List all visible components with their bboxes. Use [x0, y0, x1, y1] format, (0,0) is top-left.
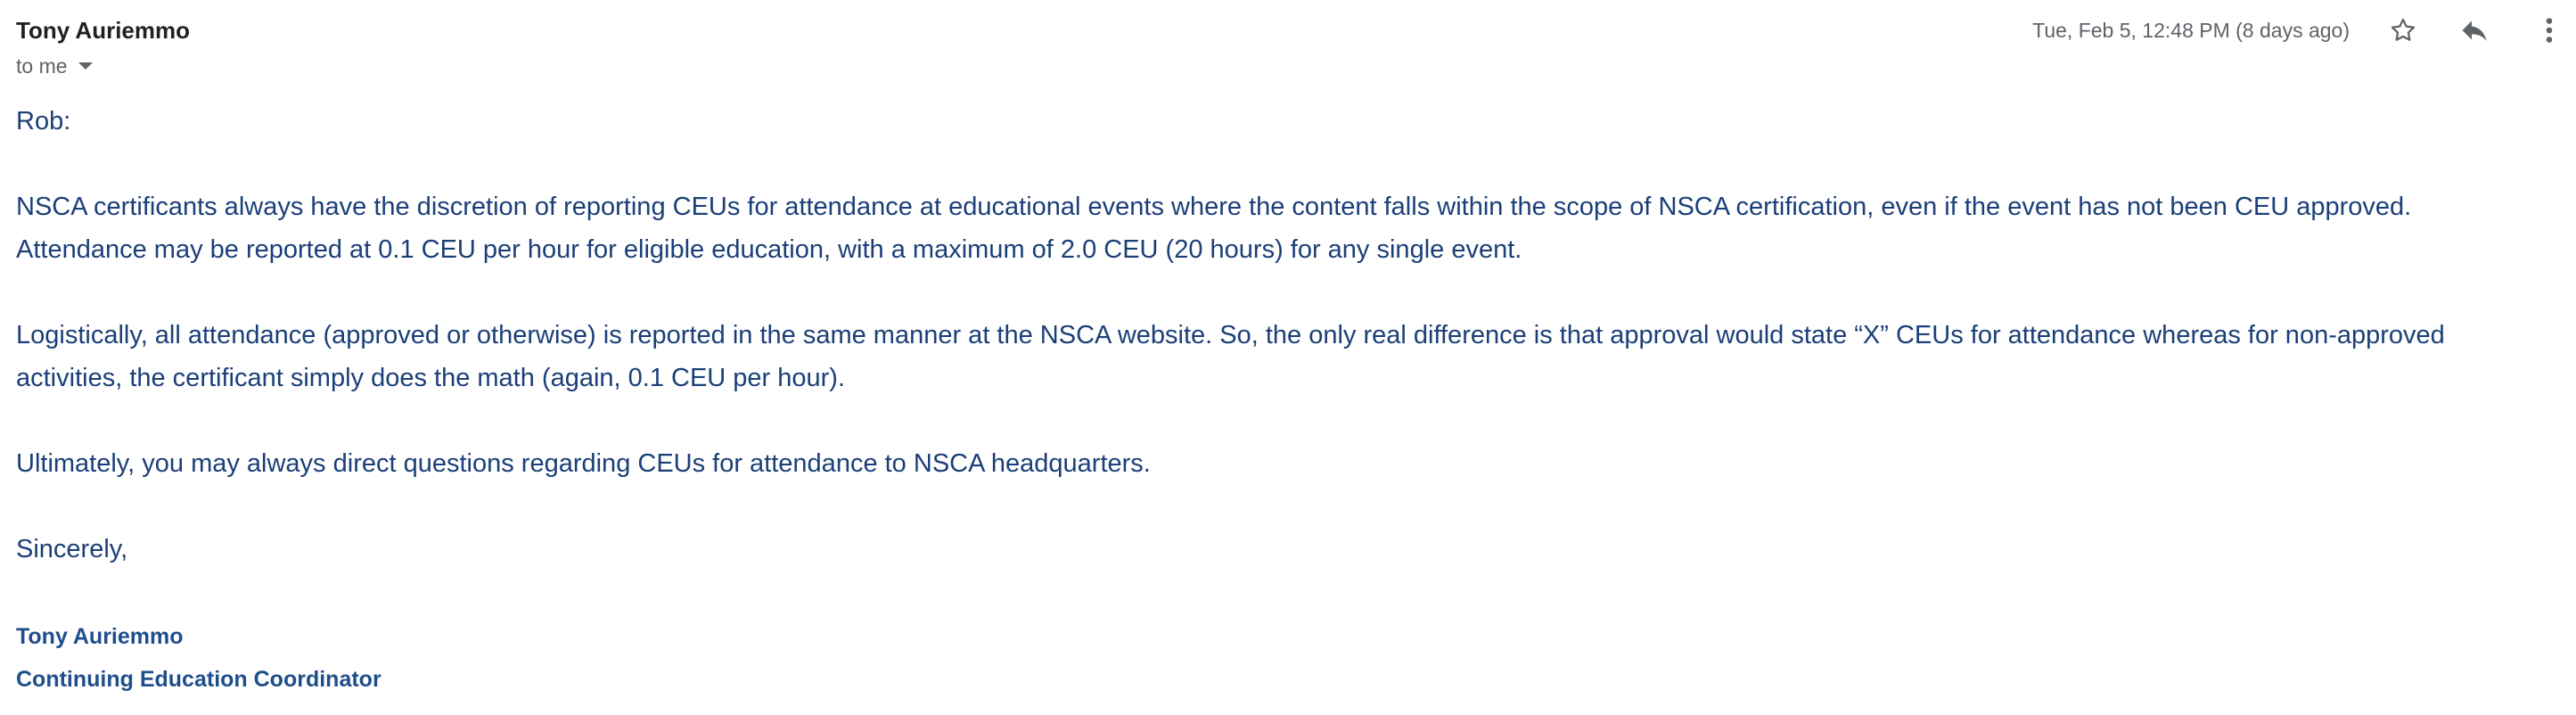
signature-block — [16, 615, 381, 701]
paragraph-2 — [16, 314, 2565, 399]
sender-name[interactable]: Tony Auriemmo — [16, 17, 191, 44]
paragraph-line: Attendance may be reported at 0.1 CEU per hour for eligible education, with a maximum of 2.0 CEU (20 hours) for any single event. — [16, 235, 1522, 264]
star-button[interactable] — [2382, 9, 2424, 52]
email-header — [0, 0, 2576, 98]
more-options-button[interactable] — [2528, 9, 2571, 52]
paragraph-line: NSCA certificants always have the discretion of reporting CEUs for attendance at educational events where the content falls within the scope of NSCA certification, even if the event has not been CEU approved. — [16, 193, 2412, 221]
reply-button[interactable] — [2453, 9, 2496, 52]
reply-icon — [2458, 14, 2490, 46]
recipient-label: to me — [16, 54, 68, 78]
email-timestamp: Tue, Feb 5, 12:48 PM (8 days ago) — [2032, 19, 2350, 42]
email-body — [16, 100, 2565, 613]
paragraph-line: Logistically, all attendance (approved or otherwise) is reported in the same manner at the NSCA website. So, the only real difference is that approval would state “X” CEUs for attendance whereas for non-approved — [16, 321, 2445, 349]
closing: Sincerely, — [16, 535, 128, 563]
star-icon — [2388, 15, 2418, 45]
paragraph-1 — [16, 185, 2565, 271]
more-vert-icon — [2536, 14, 2563, 46]
paragraph-3 — [16, 442, 2565, 485]
paragraph-line: activities, the certificant simply does the math (again, 0.1 CEU per hour). — [16, 364, 846, 392]
greeting: Rob: — [16, 107, 71, 136]
signature-title: Continuing Education Coordinator — [16, 667, 381, 692]
paragraph-line: Ultimately, you may always direct questions regarding CEUs for attendance to NSCA headquarters. — [16, 449, 1151, 478]
caret-down-icon — [78, 62, 93, 70]
signature-name: Tony Auriemmo — [16, 624, 184, 649]
recipient-details-toggle[interactable] — [16, 50, 93, 82]
